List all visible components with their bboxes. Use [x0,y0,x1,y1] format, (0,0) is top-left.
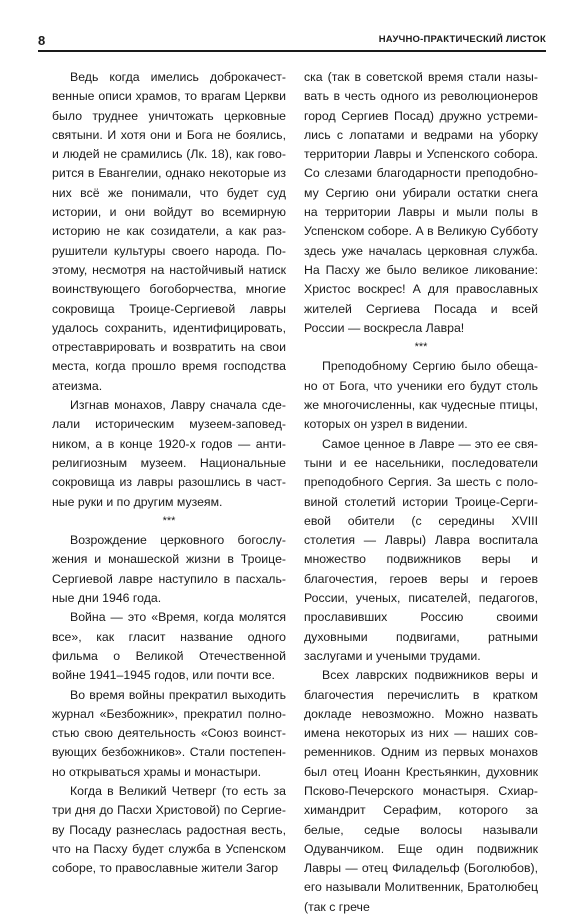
paragraph: Возрождение церковного богослужения и монашеской жизни в Троице-Сергиевой лавре наступило в пасхальные дни 1946 года. [52,533,286,606]
page-header [38,31,546,53]
left-column [52,68,286,878]
header-rule [38,50,546,52]
paragraph: Во время войны прекратил выходить журнал «Безбожник», прекратил полностью свою деятельность «Союз воинствующих безбожников». Стали постепенно открываться храмы и монастыри. [52,687,286,779]
page-number: 8 [38,33,46,48]
paragraph: Изгнав монахов, Лавру сначала сделали историческим музеем-заповедником, а в конце 1920-х годов — антирелигиозным музеем. Национальные сокровища из лавры разошлись в частные руки и по другим музеям. [52,398,286,509]
paragraph: Когда в Великий Четверг (то есть за три дня до Пасхи Христовой) по Сергиеву Посаду разнеслась радостная весть, что на Пасху будет служба в Успенском соборе, то православные жители Загор [52,783,286,876]
paragraph: Ведь когда имелись доброкачественные описи храмов, то врагам Церкви было труднее уничтожать церковные святыни. И хотя они и Бога не боялись, и людей не срамились (Лк. 18), как говорится в Евангелии, однако некоторые из них всё же понимали, что будет суд истории, и они войдут во всемирную историю не как созидатели, а как разрушители культуры своего народа. Поэтому, несмотря на настойчивый натиск воинствующего богоборчества, многие сокровища Троице-Сергиевой лавры удалось сохранить, идентифицировать, отреставрировать и возвратить на свои места, когда прошло время господства атеизма. [52,70,286,393]
paragraph: Самое ценное в Лавре — это ее святыни и ее насельники, последователи преподобного Сергия. За шесть с половиной столетий истории Троице-Сергиевой обители (с середины XVIII столетия — Лавры) Лавра воспитала множество подвижников веры и благочестия, героев веры и героев России, ученых, писателей, педагогов, прославивших Россию своими духовными подвигами, ратными заслугами и учеными трудами. [304,436,538,663]
paragraph: Всех лаврских подвижников веры и благочестия перечислить в кратком докладе невозможно. Можно назвать имена некоторых из них — наших современников. Одним из первых монахов был отец Иоанн Крестьянкин, духовник Псково-Печерского монастыря. Схиархимандрит Серафим, которого за белые, седые волосы называли Одуванчиком. Еще один подвижник Лавры — отец Филадельф (Боголюбов), его называли Молитвенник, Братолюбец (так с грече [304,668,538,914]
paragraph-continued: ска (так в советской время стали называть в честь одного из революционеров город Сергиев Посад) дружно устремились с лопатами и ведрами на уборку территории Лавры и Успенского собора. Со слезами благодарности преподобному Сергию они убирали остатки снега на территории Лавры и мыли полы в Успенском соборе. А в Великую Субботу здесь уже началась церковная служба. На Пасху же было великое ликование: Христос воскрес! А для православных жителей Сергиева Посада и всей России — воскресла Лавра! [304,70,538,335]
section-separator: *** [162,514,176,527]
journal-title: НАУЧНО-ПРАКТИЧЕСКИЙ ЛИСТОК [378,34,546,45]
right-column [304,68,538,917]
paragraph: Преподобному Сергию было обещано от Бога, что ученики его будут столь же многочисленны, как чудесные птицы, которых он узрел в видении. [304,359,538,432]
section-separator: *** [414,341,428,354]
paragraph: Война — это «Время, когда молятся все», как гласит название одного фильма о Великой Отечественной войне 1941–1945 годов, или почти все. [52,610,286,683]
